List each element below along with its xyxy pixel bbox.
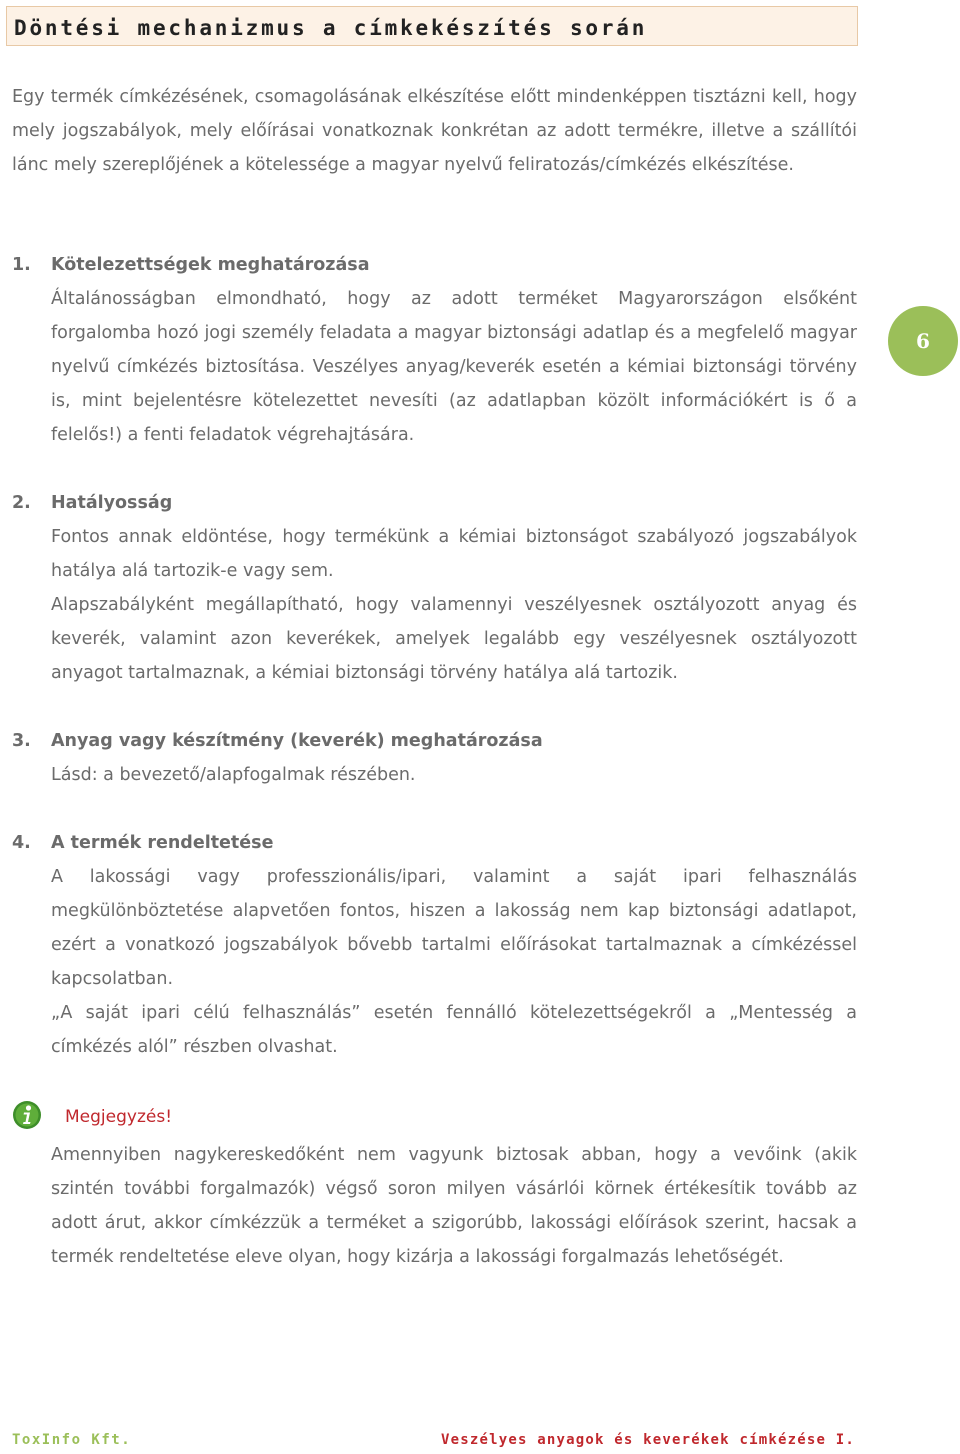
section-2-heading: Hatályosság (51, 493, 173, 513)
section-1-paragraph: Általánosságban elmondható, hogy az adott terméket Magyarországon elsőként forgalomba hozó jogi személy feladata a magyar biztonsági adatlap és a megfelelő magyar nyelvű címkézés biztosítása. Veszélyes anyag/keverék esetén a kémiai biztonsági törvény is, mint bejelentésre kötelezettet nevesíti (az adatlapban közölt információkért is ő a felelős!) a fenti feladatok végrehajtására. (51, 289, 857, 445)
section-4-paragraph-1: A lakossági vagy professzionális/ipari, valamint a saját ipari felhasználás megkülönböztetése alapvetően fontos, hiszen a lakosság nem kap biztonsági adatlapot, ezért a vonatkozó jogszabályok bővebb tartalmi előírásokat tartalmaznak a címkézéssel kapcsolatban. (51, 867, 857, 989)
footer-company: ToxInfo Kft. (12, 1432, 132, 1448)
section-4-number: 4. (12, 833, 31, 853)
section-2-paragraph-1: Fontos annak eldöntése, hogy termékünk a kémiai biztonságot szabályozó jogszabályok hatálya alá tartozik-e vagy sem. (51, 527, 857, 581)
section-3-heading: Anyag vagy készítmény (keverék) meghatározása (51, 731, 543, 751)
section-2-number: 2. (12, 493, 31, 513)
note-paragraph: Amennyiben nagykereskedőként nem vagyunk biztosak abban, hogy a vevőink (akik szintén további forgalmazók) végső soron milyen vásárlói körnek értékesítik tovább az adott árut, akkor címkézzük a terméket a szigorúbb, lakossági előírások szerint, hacsak a termék rendeltetése eleve olyan, hogy kizárja a lakossági forgalmazás lehetőségét. (51, 1145, 857, 1267)
section-1-heading: Kötelezettségek meghatározása (51, 255, 370, 275)
footer-document-title: Veszélyes anyagok és keverékek címkézése I. (440, 1432, 855, 1448)
page-number-badge: 6 (888, 306, 958, 376)
section-4-paragraph-2: „A saját ipari célú felhasználás” esetén fennálló kötelezettségekről a „Mentesség a címkézés alól” részben olvashat. (51, 1003, 857, 1057)
section-2-paragraph-2: Alapszabályként megállapítható, hogy valamennyi veszélyesnek osztályozott anyag és keverék, valamint azon keverékek, amelyek legalább egy veszélyesnek osztályozott anyagot tartalmaznak, a kémiai biztonsági törvény hatálya alá tartozik. (51, 595, 857, 683)
note-label: Megjegyzés! (65, 1107, 173, 1127)
info-icon (12, 1100, 42, 1130)
section-4-heading: A termék rendeltetése (51, 833, 274, 853)
section-1-number: 1. (12, 255, 31, 275)
section-3-paragraph: Lásd: a bevezető/alapfogalmak részében. (51, 765, 416, 785)
page-title: Döntési mechanizmus a címkekészítés során (14, 16, 648, 40)
title-box (6, 6, 858, 46)
intro-paragraph: Egy termék címkézésének, csomagolásának elkészítése előtt mindenképpen tisztázni kell, hogy mely jogszabályok, mely előírásai vonatkoznak konkrétan az adott termékre, illetve a szállítói lánc mely szereplőjének a kötelessége a magyar nyelvű feliratozás/címkézés elkészítése. (12, 87, 857, 175)
section-3-number: 3. (12, 731, 31, 751)
